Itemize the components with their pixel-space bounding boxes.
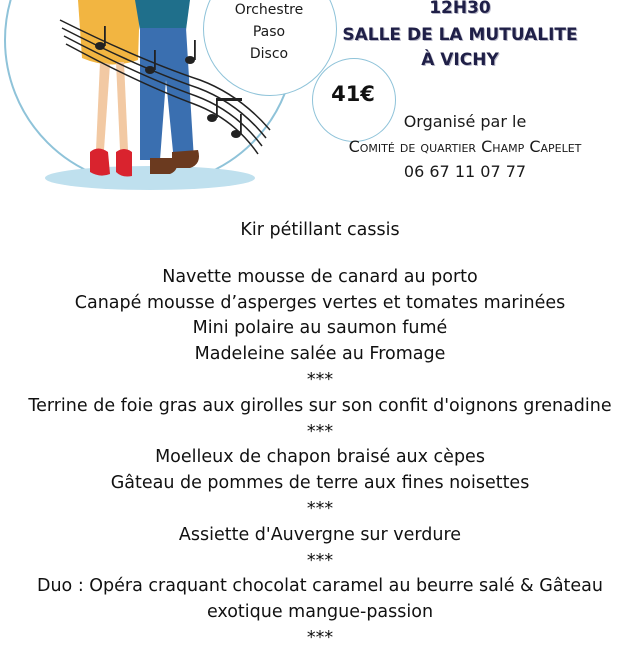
organizer-name: Comité de quartier Champ Capelet [348,137,582,156]
menu-appetizer: Navette mousse de canard au porto [162,266,478,287]
event-venue: SALLE DE LA MUTUALITE [342,25,578,45]
event-time: 12H30 [429,0,491,18]
organizer-label: Organisé par le [403,112,527,131]
man-trousers [140,28,194,162]
price: 41€ [331,82,375,106]
menu-aperitif: Kir pétillant cassis [240,220,400,240]
menu-separator: *** [306,369,334,390]
organizer-phone: 06 67 11 07 77 [403,162,527,181]
menu-dessert: exotique mangue-passion [206,602,434,623]
music-disco: Disco [249,46,289,62]
menu-appetizer: Canapé mousse d’asperges vertes et tomates marinées [74,292,566,313]
man-shirt [135,0,190,30]
menu-starter: Terrine de foie gras aux girolles sur son confit d'oignons grenadine [28,395,612,416]
music-orchestre: Orchestre [234,2,304,18]
menu-separator: *** [306,627,334,648]
menu-separator: *** [306,421,334,442]
menu-appetizer: Mini polaire au saumon fumé [192,318,448,339]
woman-shoe-right [116,149,132,177]
menu-main: Gâteau de pommes de terre aux fines noisettes [110,473,530,494]
music-paso: Paso [252,24,286,40]
menu-cheese: Assiette d'Auvergne sur verdure [178,524,462,545]
menu-separator: *** [306,550,334,571]
menu-dessert: Duo : Opéra craquant chocolat caramel au beurre salé & Gâteau [36,576,603,597]
menu-appetizer: Madeleine salée au Fromage [194,344,446,365]
menu [0,218,640,652]
woman-shoe-left [90,149,110,176]
menu-separator: *** [306,498,334,519]
menu-main: Moelleux de chapon braisé aux cèpes [155,447,485,468]
woman-leg-left [96,62,110,150]
event-city: À VICHY [421,50,499,70]
man-shoe-right [172,150,199,168]
